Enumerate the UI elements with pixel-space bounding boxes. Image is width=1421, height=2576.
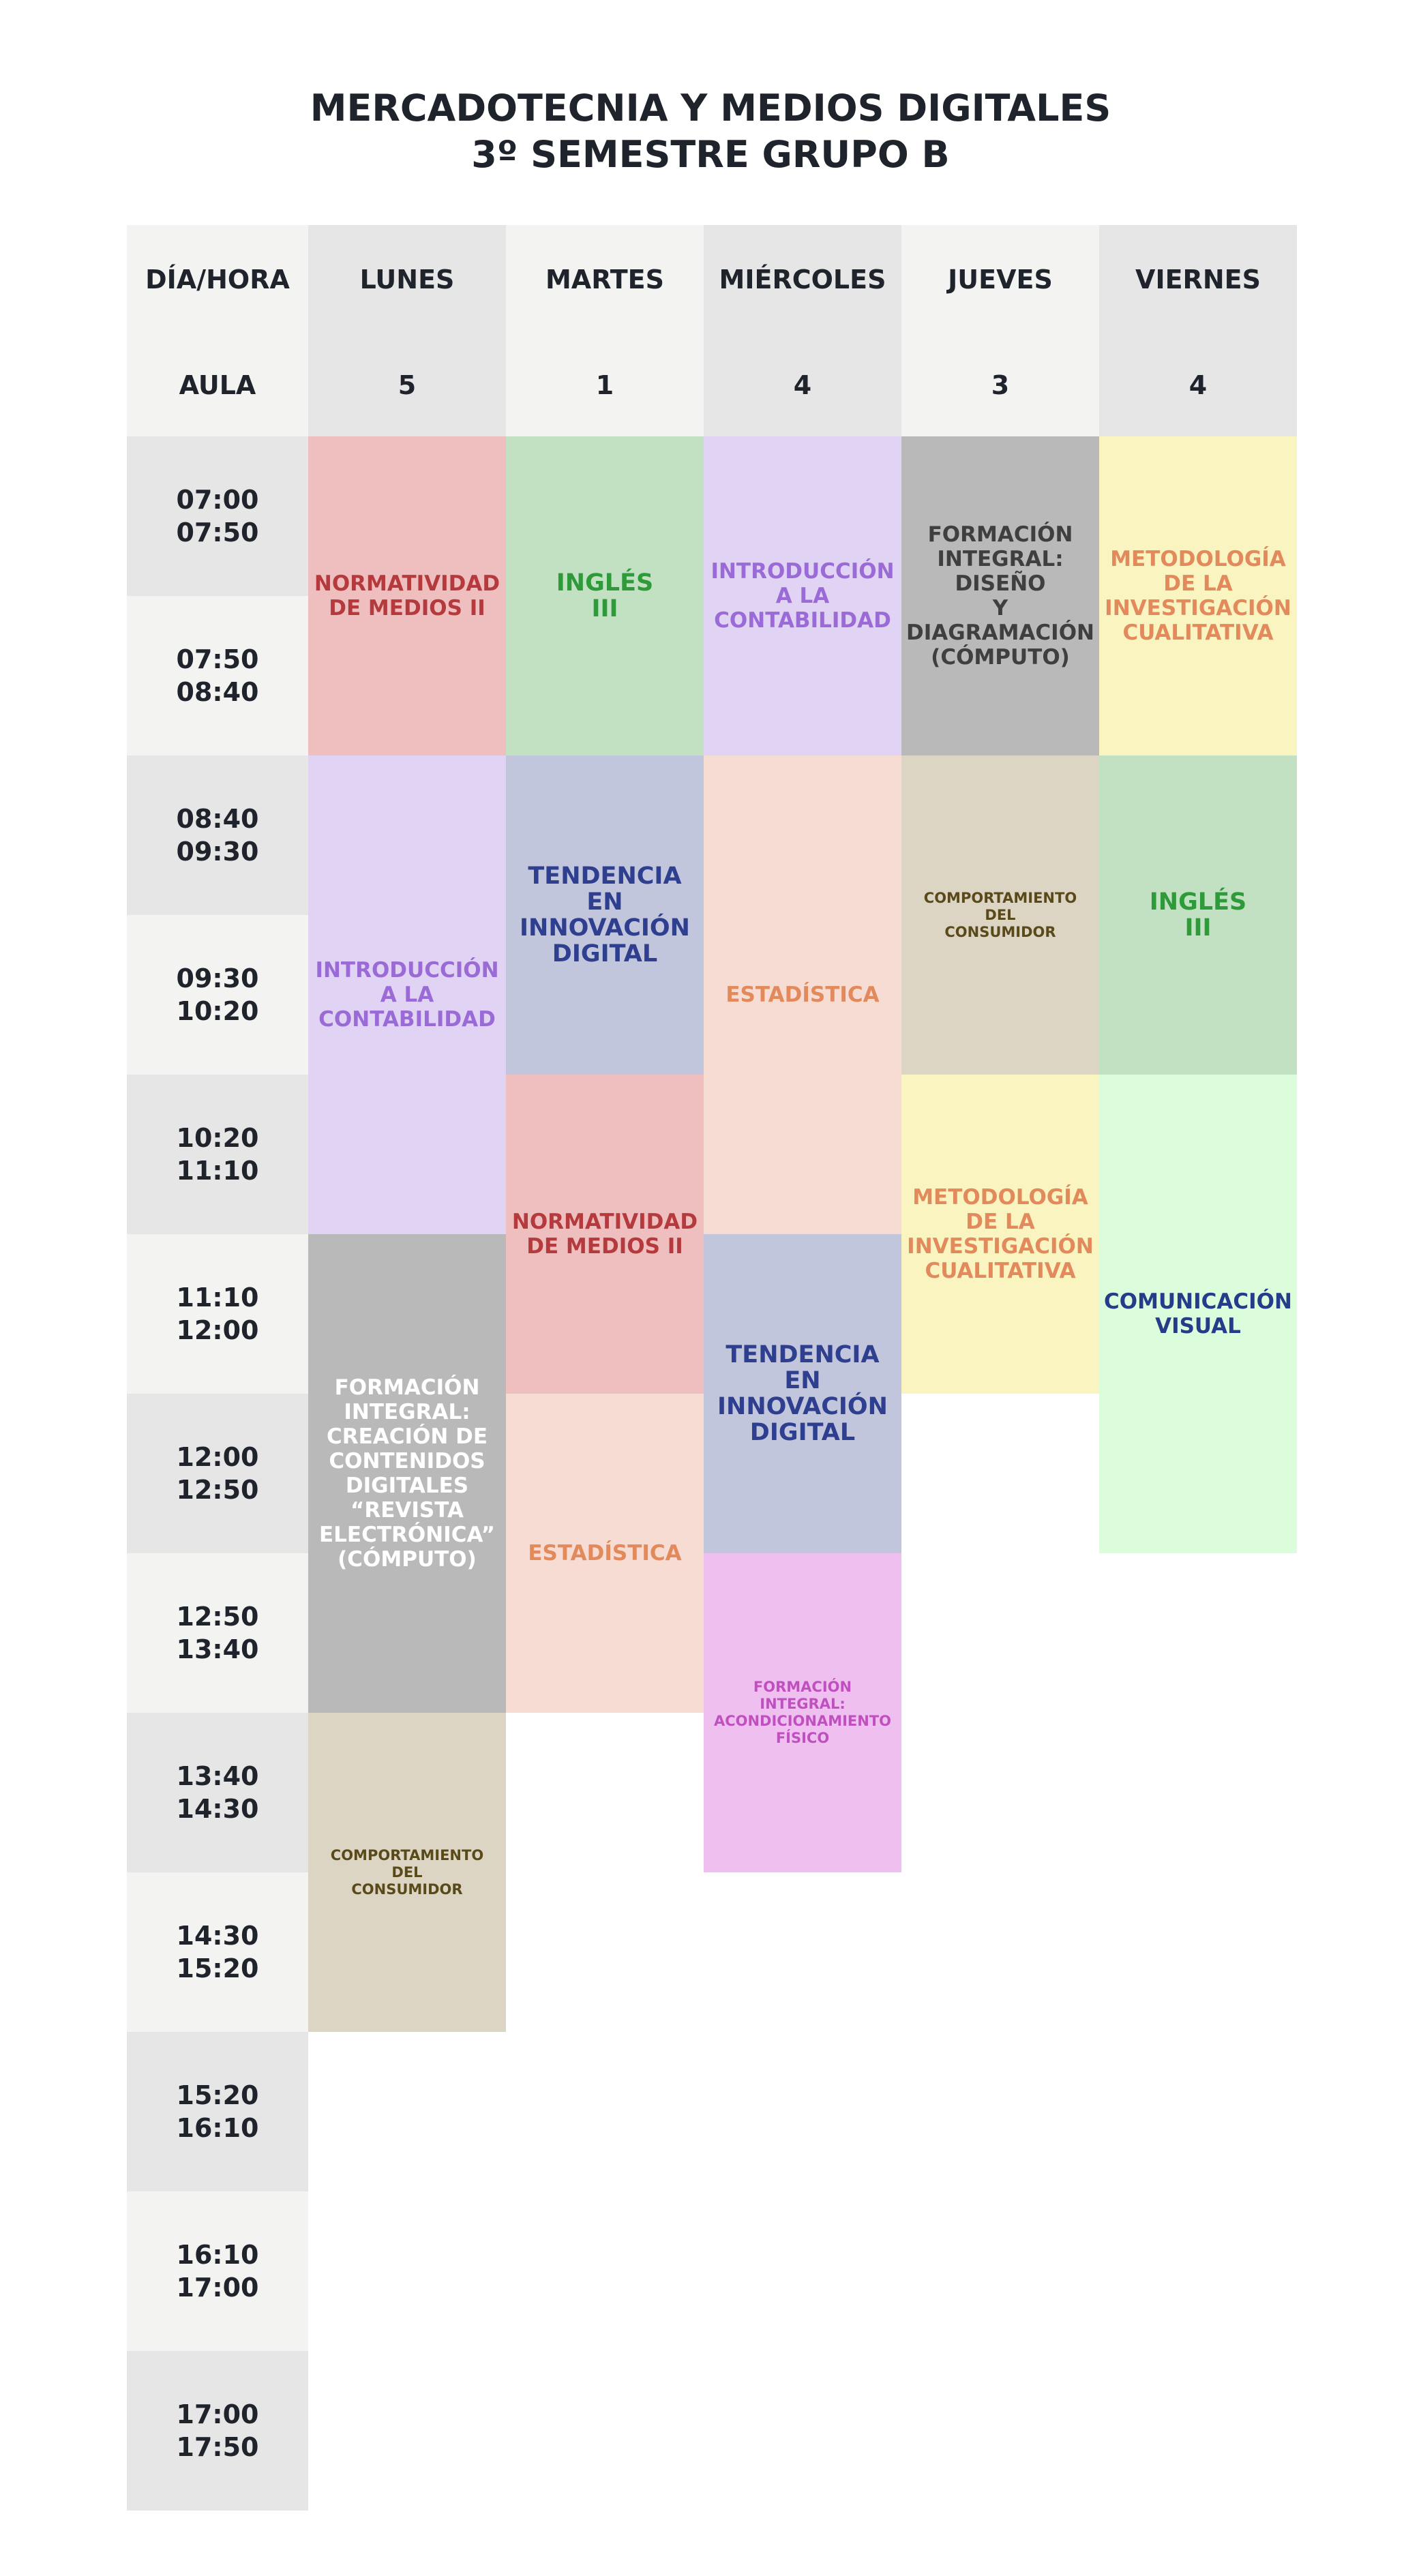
class-block-jueves-comportamiento[interactable]: COMPORTAMIENTO DEL CONSUMIDOR (901, 755, 1099, 1075)
time-slot: 15:20 16:10 (127, 2032, 308, 2191)
class-block-lunes-formacion-integral[interactable]: FORMACIÓN INTEGRAL: CREACIÓN DE CONTENIDOS DIGITALES “REVISTA ELECTRÓNICA” (CÓMPUTO) (308, 1234, 506, 1713)
day-header-miercoles: MIÉRCOLES (719, 265, 886, 295)
class-block-viernes-metodologia[interactable]: METODOLOGÍA DE LA INVESTIGACIÓN CUALITATIVA (1099, 436, 1297, 755)
title-line-2: 3º SEMESTRE GRUPO B (471, 133, 950, 176)
class-block-lunes-comportamiento[interactable]: COMPORTAMIENTO DEL CONSUMIDOR (308, 1713, 506, 2032)
header-dia-hora: DÍA/HORA (145, 265, 290, 295)
time-slot: 09:30 10:20 (127, 915, 308, 1075)
class-block-miercoles-contabilidad[interactable]: INTRODUCCIÓN A LA CONTABILIDAD (704, 436, 901, 755)
time-slot: 07:00 07:50 (127, 436, 308, 596)
day-header-martes: MARTES (545, 265, 665, 295)
room-miercoles: 4 (793, 370, 812, 400)
class-block-lunes-contabilidad[interactable]: INTRODUCCIÓN A LA CONTABILIDAD (308, 755, 506, 1234)
time-slot: 11:10 12:00 (127, 1234, 308, 1394)
class-block-miercoles-acondicionamiento[interactable]: FORMACIÓN INTEGRAL: ACONDICIONAMIENTO FÍSICO (704, 1553, 901, 1872)
time-slot: 12:00 12:50 (127, 1394, 308, 1553)
class-block-miercoles-tendencia[interactable]: TENDENCIA EN INNOVACIÓN DIGITAL (704, 1234, 901, 1553)
class-block-martes-ingles[interactable]: INGLÉS III (506, 436, 704, 755)
class-block-martes-normatividad[interactable]: NORMATIVIDAD DE MEDIOS II (506, 1075, 704, 1394)
class-block-viernes-ingles[interactable]: INGLÉS III (1099, 755, 1297, 1075)
room-lunes: 5 (398, 370, 417, 400)
room-viernes: 4 (1188, 370, 1208, 400)
time-slot: 12:50 13:40 (127, 1553, 308, 1713)
class-block-martes-estadistica[interactable]: ESTADÍSTICA (506, 1394, 704, 1713)
room-martes: 1 (595, 370, 614, 400)
class-block-jueves-formacion-integral[interactable]: FORMACIÓN INTEGRAL: DISEÑO Y DIAGRAMACIÓN (CÓMPUTO) (901, 436, 1099, 755)
time-slot: 08:40 09:30 (127, 755, 308, 915)
time-slot: 13:40 14:30 (127, 1713, 308, 1872)
class-block-viernes-comunicacion[interactable]: COMUNICACIÓN VISUAL (1099, 1075, 1297, 1553)
time-slot: 14:30 15:20 (127, 1872, 308, 2032)
header-aula: AULA (179, 370, 256, 400)
time-slot: 07:50 08:40 (127, 596, 308, 755)
time-slot: 17:00 17:50 (127, 2351, 308, 2511)
room-jueves: 3 (991, 370, 1010, 400)
time-slot: 10:20 11:10 (127, 1075, 308, 1234)
day-header-lunes: LUNES (359, 265, 455, 295)
time-slot: 16:10 17:00 (127, 2191, 308, 2351)
day-header-jueves: JUEVES (948, 265, 1053, 295)
class-block-miercoles-estadistica[interactable]: ESTADÍSTICA (704, 755, 901, 1234)
class-block-martes-tendencia[interactable]: TENDENCIA EN INNOVACIÓN DIGITAL (506, 755, 704, 1075)
title-line-1: MERCADOTECNIA Y MEDIOS DIGITALES (310, 87, 1111, 130)
day-header-viernes: VIERNES (1135, 265, 1261, 295)
class-block-jueves-metodologia[interactable]: METODOLOGÍA DE LA INVESTIGACIÓN CUALITATIVA (901, 1075, 1099, 1394)
class-block-lunes-normatividad[interactable]: NORMATIVIDAD DE MEDIOS II (308, 436, 506, 755)
